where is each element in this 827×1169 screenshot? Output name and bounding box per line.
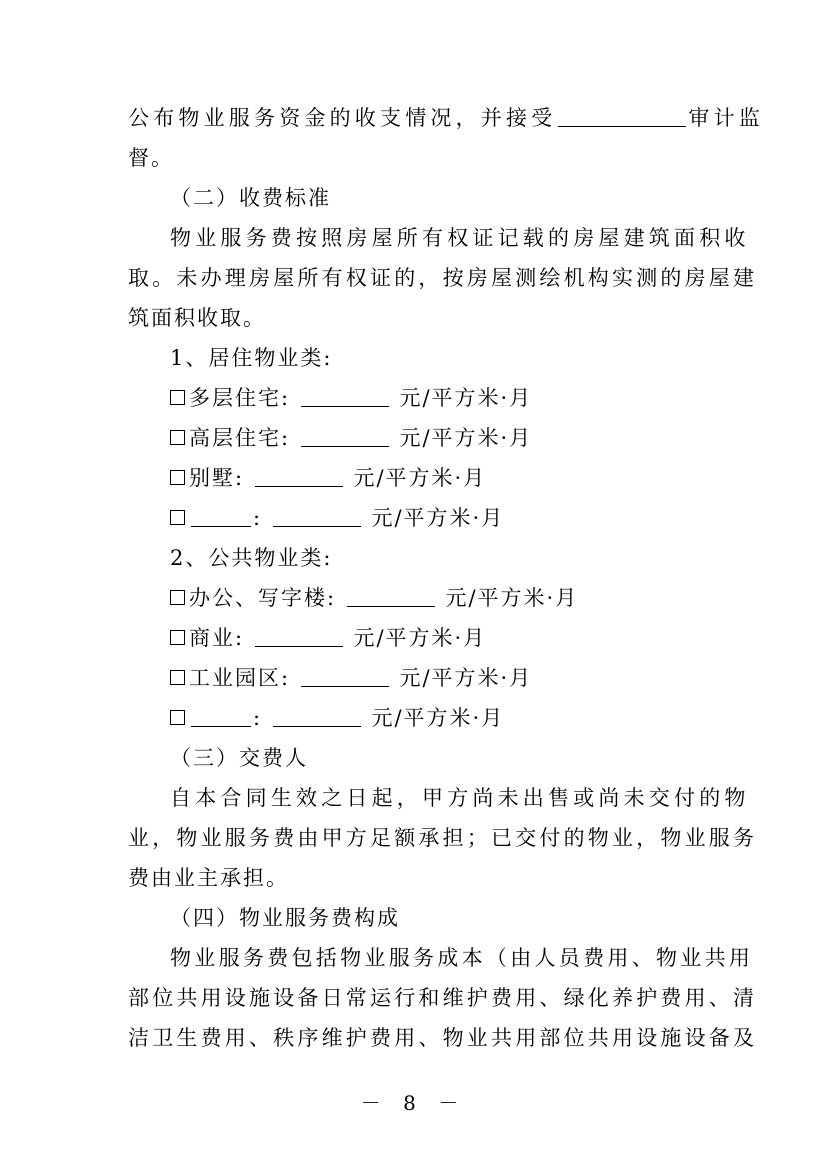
checkbox[interactable] (170, 710, 185, 725)
fee-blank[interactable] (347, 586, 435, 607)
fee-blank[interactable] (301, 666, 389, 687)
checkbox[interactable] (170, 470, 185, 485)
residential-item-3 (170, 463, 486, 493)
item-unit: 元/平方米·月 (353, 626, 487, 650)
checkbox[interactable] (170, 390, 185, 405)
item-label: : (253, 506, 263, 530)
item-unit: 元/平方米·月 (399, 426, 533, 450)
item-label: 别墅: (189, 466, 245, 490)
item-label: 办公、写字楼: (189, 586, 337, 610)
public-item-1 (170, 583, 578, 613)
composition-line-2: 部位共用设施设备日常运行和维护费用、绿化养护费用、清 (128, 986, 758, 1010)
item-label: 高层住宅: (189, 426, 291, 450)
checkbox[interactable] (170, 670, 185, 685)
item-unit: 元/平方米·月 (399, 386, 533, 410)
payer-line-1: 自本合同生效之日起，甲方尚未出售或尚未交付的物 (170, 786, 750, 810)
fee-blank[interactable] (301, 386, 389, 407)
public-item-3 (170, 663, 532, 693)
custom-type-blank[interactable] (191, 706, 251, 727)
item-unit: 元/平方米·月 (353, 466, 487, 490)
checkbox[interactable] (170, 630, 185, 645)
item-label: 多层住宅: (189, 386, 291, 410)
intro-text-a: 公布物业服务资金的收支情况，并接受 (128, 106, 557, 130)
payer-line-2: 业，物业服务费由甲方足额承担；已交付的物业，物业服务 (128, 826, 758, 850)
residential-item-2 (170, 423, 532, 453)
composition-line-3: 洁卫生费用、秩序维护费用、物业共用部位共用设施设备及 (128, 1026, 758, 1050)
standard-line-1: 物业服务费按照房屋所有权证记载的房屋建筑面积收 (170, 226, 750, 250)
section-2-heading: （二）收费标准 (170, 186, 331, 210)
standard-line-2: 取。未办理房屋所有权证的，按房屋测绘机构实测的房屋建 (128, 266, 758, 290)
page-number: － 8 － (360, 1091, 467, 1115)
payer-line-3: 费由业主承担。 (128, 866, 289, 890)
residential-heading: 1、居住物业类: (170, 346, 333, 370)
fee-blank[interactable] (301, 426, 389, 447)
checkbox[interactable] (170, 590, 185, 605)
standard-line-3: 筑面积收取。 (128, 306, 266, 330)
section-3-heading: （三）交费人 (170, 746, 308, 770)
residential-item-1 (170, 383, 532, 413)
item-unit: 元/平方米·月 (371, 706, 505, 730)
intro-line-2: 督。 (128, 146, 174, 170)
fee-blank[interactable] (273, 506, 361, 527)
checkbox[interactable] (170, 510, 185, 525)
item-label: 工业园区: (189, 666, 291, 690)
item-unit: 元/平方米·月 (445, 586, 579, 610)
intro-text-b: 审计监 (688, 106, 765, 130)
fee-blank[interactable] (255, 466, 343, 487)
fee-blank[interactable] (273, 706, 361, 727)
item-unit: 元/平方米·月 (371, 506, 505, 530)
section-4-heading: （四）物业服务费构成 (170, 906, 400, 930)
custom-type-blank[interactable] (191, 506, 251, 527)
public-heading: 2、公共物业类: (170, 546, 333, 570)
intro-line-1 (128, 103, 764, 133)
item-unit: 元/平方米·月 (399, 666, 533, 690)
audit-party-blank[interactable] (558, 106, 686, 127)
item-label: : (253, 706, 263, 730)
item-label: 商业: (189, 626, 245, 650)
public-item-4 (170, 703, 504, 733)
public-item-2 (170, 623, 486, 653)
residential-item-4 (170, 503, 504, 533)
composition-line-1: 物业服务费包括物业服务成本（由人员费用、物业共用 (170, 946, 754, 970)
fee-blank[interactable] (255, 626, 343, 647)
checkbox[interactable] (170, 430, 185, 445)
